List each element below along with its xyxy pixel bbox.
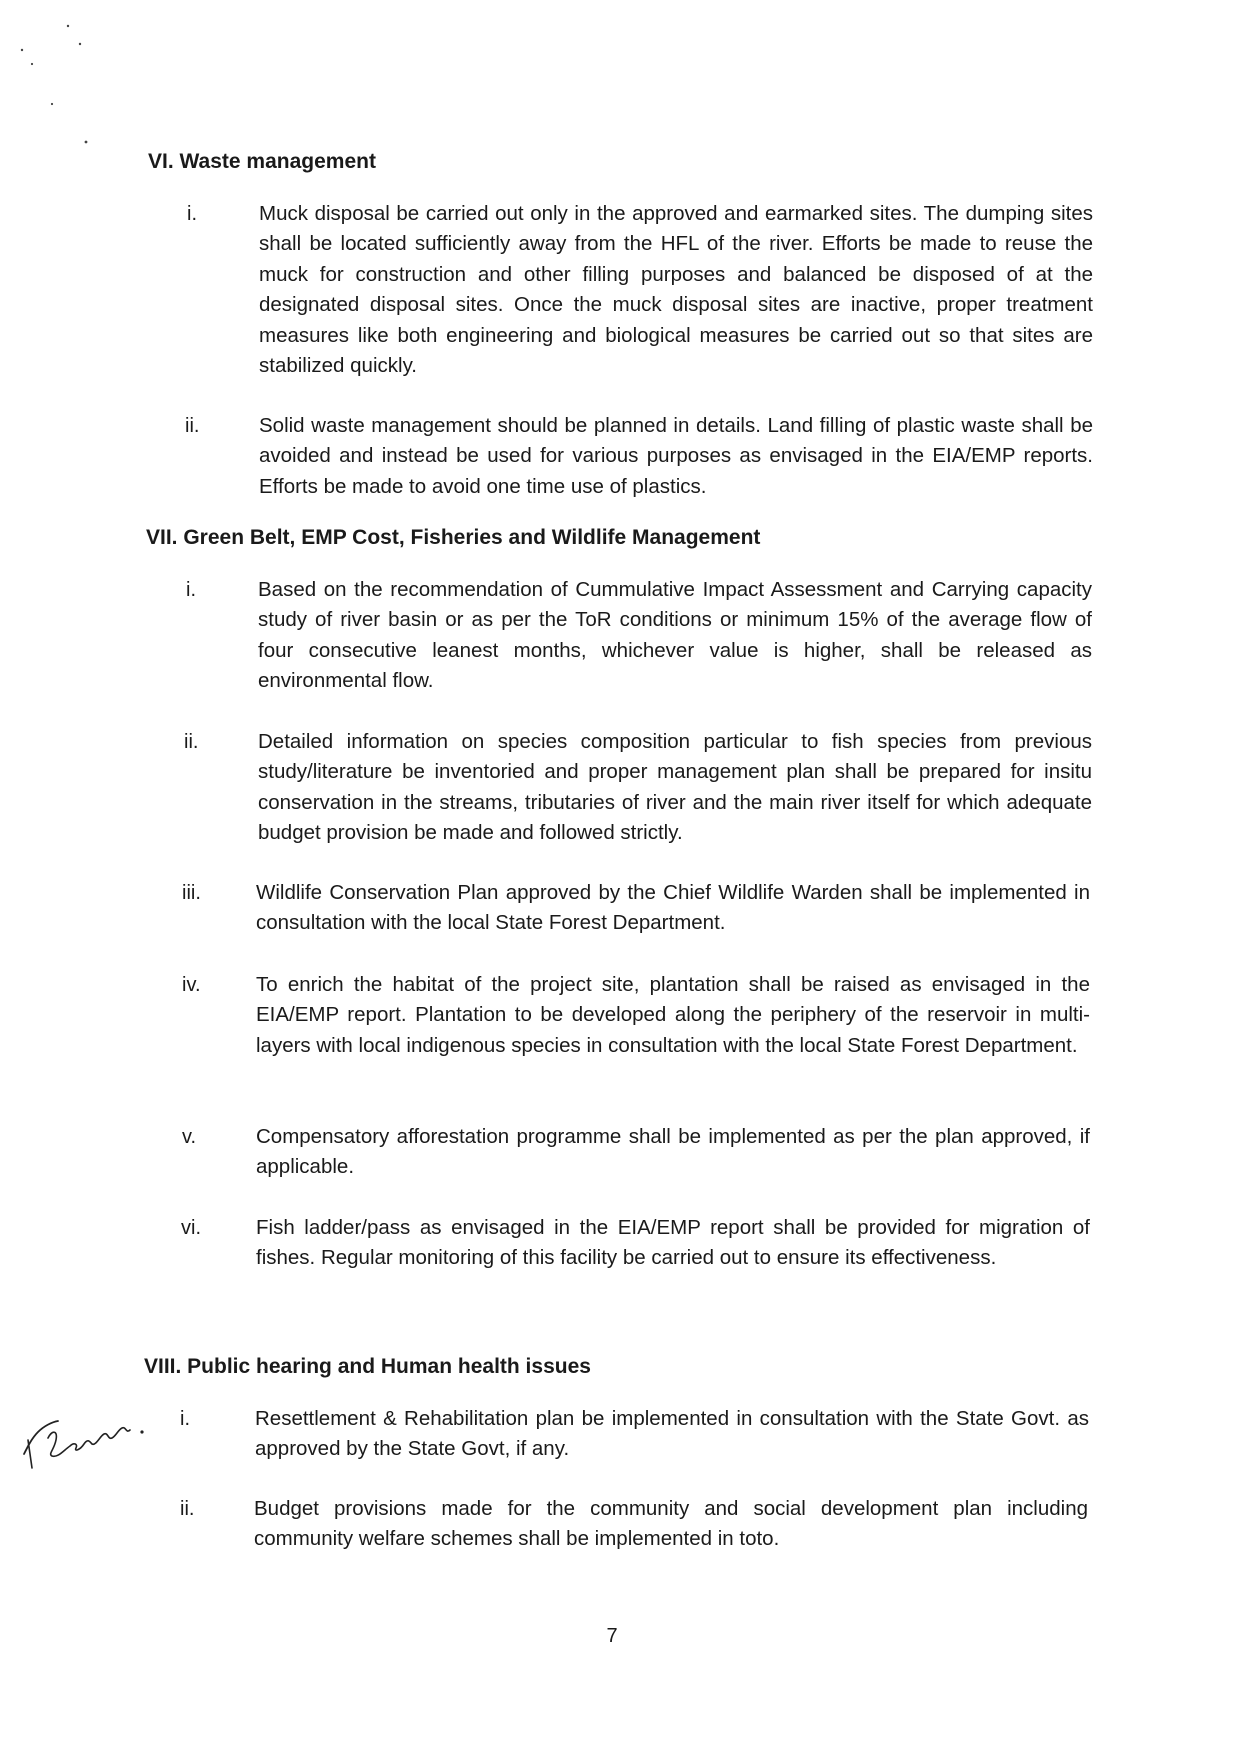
item-text: Solid waste management should be planned in details. Land filling of plastic waste shall be avoided and instead be used for various purposes as envisaged in the EIA/EMP reports. Efforts be made to avoid one time use of plastics. — [259, 414, 1093, 498]
section-heading-public-hearing: VIII. Public hearing and Human health issues — [144, 1355, 591, 1378]
item-text: To enrich the habitat of the project site, plantation shall be raised as envisaged in the EIA/EMP report. Plantation to be developed along the periphery of the reservoir in multi-layers with local indigenous species in consultation with the local State Forest Department. — [256, 973, 1090, 1057]
item-number: i. — [187, 203, 197, 225]
item-number: vi. — [181, 1217, 201, 1239]
item-text: Muck disposal be carried out only in the approved and earmarked sites. The dumping sites shall be located sufficiently away from the HFL of the river. Efforts be made to reuse the muck for construction and other filling purposes and balanced be disposed of at the designated disposal sites. Once the muck disposal sites are inactive, proper treatment measures like both engineering and biological measures be carried out so that sites are stabilized quickly. — [259, 202, 1093, 378]
section-heading-green-belt: VII. Green Belt, EMP Cost, Fisheries and Wildlife Management — [146, 526, 761, 549]
item-text: Wildlife Conservation Plan approved by the Chief Wildlife Warden shall be implemented in consultation with the local State Forest Department. — [256, 881, 1090, 935]
item-number: v. — [182, 1126, 197, 1148]
page-number: 7 — [606, 1625, 618, 1647]
item-number: ii. — [180, 1498, 195, 1520]
item-text: Fish ladder/pass as envisaged in the EIA/EMP report shall be provided for migration of fishes. Regular monitoring of this facility be carried out to ensure its effectiveness. — [256, 1216, 1090, 1270]
signature-image — [18, 1410, 158, 1470]
item-text: Based on the recommendation of Cummulative Impact Assessment and Carrying capacity study of river basin or as per the ToR conditions or minimum 15% of the average flow of four consecutive leanest months, whichever value is higher, shall be released as environmental flow. — [258, 578, 1092, 693]
item-text: Compensatory afforestation programme shall be implemented as per the plan approved, if applicable. — [256, 1125, 1090, 1179]
item-number: i. — [180, 1408, 190, 1430]
item-number: iv. — [182, 974, 201, 996]
section-heading-waste-management: VI. Waste management — [148, 150, 376, 173]
item-number: iii. — [182, 882, 201, 904]
item-text: Detailed information on species composition particular to fish species from previous study/literature be inventoried and proper management plan shall be prepared for insitu conservation in the streams, tributaries of river and the main river itself for which adequate budget provision be made and followed strictly. — [258, 730, 1092, 845]
item-text: Budget provisions made for the community and social development plan including community welfare schemes shall be implemented in toto. — [254, 1497, 1088, 1551]
item-number: ii. — [184, 731, 199, 753]
scan-specks-decoration — [0, 0, 120, 160]
item-text: Resettlement & Rehabilitation plan be implemented in consultation with the State Govt. as approved by the State Govt, if any. — [255, 1407, 1089, 1461]
item-number: i. — [186, 579, 196, 601]
item-number: ii. — [185, 415, 200, 437]
